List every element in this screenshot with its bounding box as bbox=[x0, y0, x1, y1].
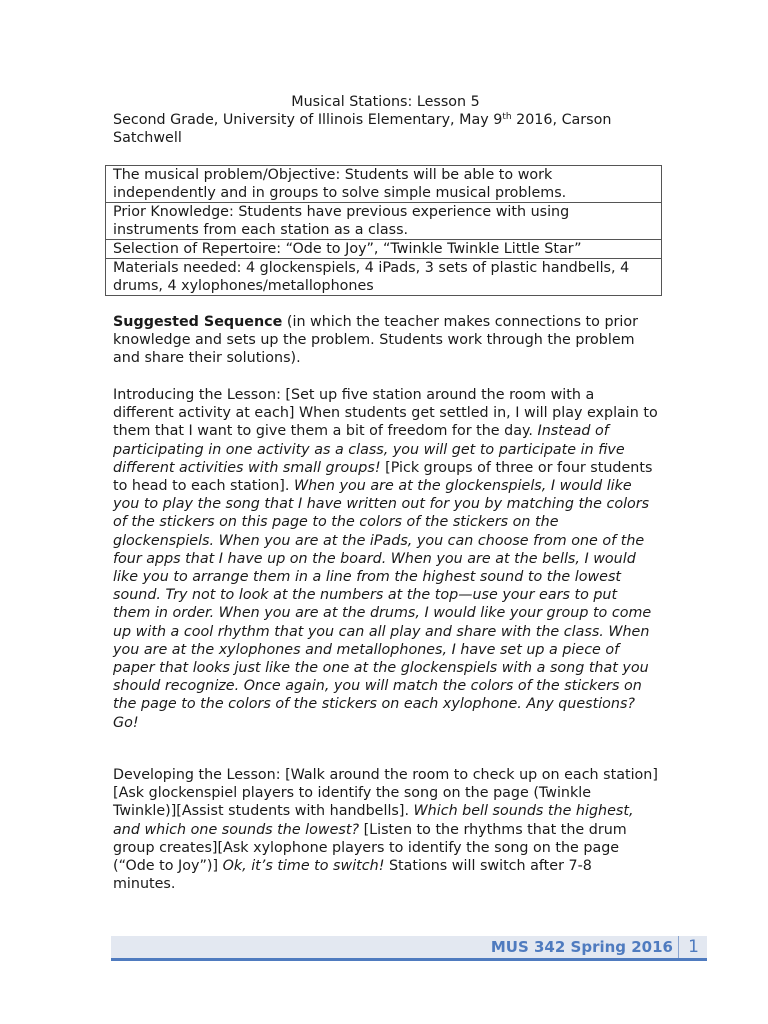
introducing-paragraph bbox=[113, 386, 658, 732]
develop-text-3: [Listen to the rhythms that the drum group creates][Ask xylophone players to identify the song on the page (“Ode to Joy”)] bbox=[113, 821, 627, 875]
footer-page-number: 1 bbox=[688, 937, 699, 957]
document-subtitle bbox=[113, 111, 658, 147]
sequence-heading: Suggested Sequence bbox=[113, 314, 283, 330]
develop-text-5: Stations will switch after 7-8 minutes. bbox=[113, 858, 592, 893]
page-footer bbox=[111, 936, 707, 961]
table-row bbox=[106, 240, 662, 259]
subtitle-superscript: th bbox=[502, 112, 512, 122]
repertoire-cell: Selection of Repertoire: “Ode to Joy”, “Twinkle Twinkle Little Star” bbox=[106, 240, 662, 259]
suggested-sequence-paragraph bbox=[113, 313, 658, 368]
table-row bbox=[106, 166, 662, 203]
intro-text-4: When you are at the glockenspiels, I would like you to play the song that I have written out for you by matching the colors of the stickers on this page to the colors of the stickers on the glockenspiels. When you are at the iPads, you can choose from one of the four apps that I have up on the board. When you are at the bells, I would like you to arrange them in a line from the highest sound to the lowest sound. Try not to look at the numbers at the top—use your ears to put them in order. When you are at the drums, I would like your group to come up with a cool rhythm that you can all play and share with the class. When you are at the xylophones and metallophones, I have set up a piece of paper that looks just like the one at the glockenspiels with a song that you should recognize. Once again, you will match the colors of the stickers on the page to the colors of the stickers on each xylophone. Any questions? Go! bbox=[113, 478, 652, 731]
materials-cell: Materials needed: 4 glockenspiels, 4 iPads, 3 sets of plastic handbells, 4 drums, 4 xylophones/metallophones bbox=[106, 259, 662, 296]
develop-text-4: Ok, it’s time to switch! bbox=[222, 858, 385, 875]
intro-text-2: Instead of participating in one activity as a class, you will get to participate in five different activities with small groups! bbox=[113, 423, 625, 476]
document-title: Musical Stations: Lesson 5 bbox=[291, 94, 480, 110]
table-row bbox=[106, 203, 662, 240]
develop-text-2: Which bell sounds the highest, and which one sounds the lowest? bbox=[113, 803, 634, 838]
prior-knowledge-cell: Prior Knowledge: Students have previous experience with using instruments from each station as a class. bbox=[106, 203, 662, 240]
subtitle-text: Second Grade, University of Illinois Elementary, May 9 bbox=[113, 112, 503, 128]
footer-course: MUS 342 Spring 2016 bbox=[490, 938, 673, 956]
sequence-text: (in which the teacher makes connections to prior knowledge and sets up the problem. Students work through the problem and share their solutions). bbox=[113, 314, 639, 367]
footer-divider bbox=[678, 936, 679, 958]
developing-paragraph bbox=[113, 766, 658, 893]
table-row bbox=[106, 259, 662, 296]
header-block bbox=[113, 93, 658, 147]
intro-text-3: [Pick groups of three or four students to head to each station]. bbox=[113, 459, 653, 495]
objective-cell: The musical problem/Objective: Students will be able to work independently and in groups to solve simple musical problems. bbox=[106, 166, 662, 203]
develop-text-1: Developing the Lesson: [Walk around the room to check up on each station] [Ask glockenspiel players to identify the song on the page (Twinkle Twinkle)][Assist students with handbells]. bbox=[113, 767, 658, 820]
intro-text-1: Introducing the Lesson: [Set up five station around the room with a different activity at each] When students get settled in, I will play explain to them that I want to give them a bit of freedom for the day. bbox=[113, 387, 658, 440]
lesson-info-table bbox=[105, 165, 662, 296]
subtitle-text-end: 2016, Carson Satchwell bbox=[113, 112, 612, 146]
